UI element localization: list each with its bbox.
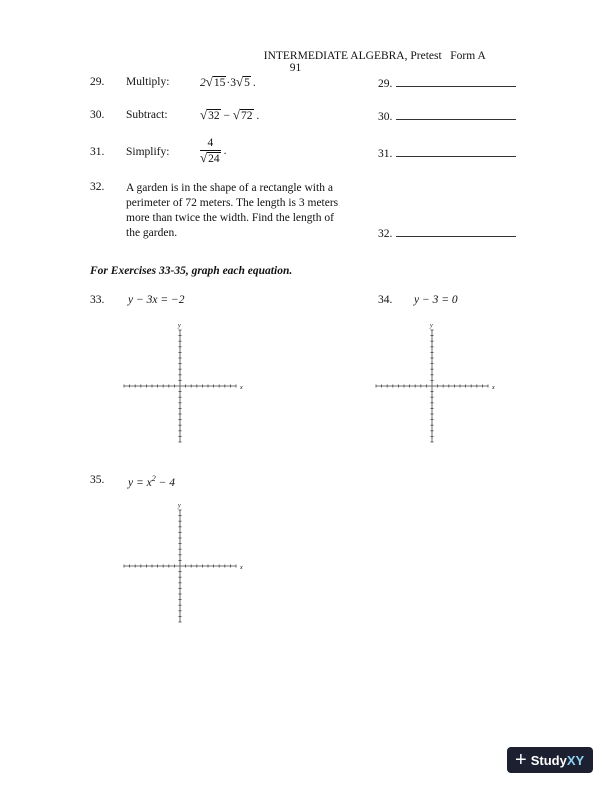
plus-icon: + <box>515 749 527 771</box>
graph-equation <box>128 474 175 489</box>
axes <box>376 323 495 442</box>
multiplier: ·3 <box>226 77 236 89</box>
radicand: 72 <box>241 110 253 122</box>
badge-xy-text: XY <box>566 752 585 768</box>
equation-base: y = x <box>128 476 152 489</box>
problem-label: Simplify: <box>126 146 170 158</box>
problem-expression <box>200 74 256 90</box>
answer-line[interactable] <box>396 226 516 237</box>
problem-number: 29. <box>90 76 105 88</box>
answer-line[interactable] <box>396 109 516 120</box>
coordinate-grid[interactable] <box>372 318 502 448</box>
x-axis-label: x <box>240 565 243 571</box>
problem-label: Subtract: <box>126 109 168 121</box>
equation-rest: − 4 <box>155 476 175 489</box>
studyxy-badge[interactable] <box>507 747 593 773</box>
answer-number: 32. <box>378 228 393 240</box>
graph-equation: y − 3x = −2 <box>128 294 185 306</box>
radicand: 5 <box>244 77 250 89</box>
axes <box>124 503 243 622</box>
answer-line[interactable] <box>396 76 516 87</box>
section-title: For Exercises 33-35, graph each equation. <box>90 265 293 277</box>
problem-number: 32. <box>90 181 105 193</box>
denominator: √24 <box>200 150 220 165</box>
answer-number: 29. <box>378 78 393 90</box>
graph-number: 35. <box>90 474 105 486</box>
equation-exponent: 2 <box>151 474 156 483</box>
radical-sign: √ <box>235 74 244 89</box>
problem-label: Multiply: <box>126 76 170 88</box>
badge-study-text: Study <box>530 752 567 768</box>
graph-equation: y − 3 = 0 <box>414 294 458 306</box>
coordinate-grid[interactable] <box>120 498 250 628</box>
y-axis-label: y <box>430 323 433 329</box>
header-title: INTERMEDIATE ALGEBRA, Pretest Form A <box>263 50 486 62</box>
punctuation: . <box>253 110 260 122</box>
problem-number: 31. <box>90 146 105 158</box>
punctuation: . <box>252 77 256 89</box>
page-header <box>258 38 486 74</box>
problem-expression <box>200 107 259 123</box>
graph-number: 34. <box>378 294 393 306</box>
problem-expression <box>200 136 227 166</box>
radical-sign: √ <box>232 107 241 122</box>
axes <box>124 323 243 442</box>
coordinate-grid[interactable] <box>120 318 250 448</box>
fraction <box>200 136 221 166</box>
y-axis-label: y <box>178 323 181 329</box>
answer-blank[interactable] <box>378 226 516 240</box>
radical-sign: √ <box>200 107 208 122</box>
answer-number: 31. <box>378 148 393 160</box>
coefficient: 2 <box>200 77 206 89</box>
problem-number: 30. <box>90 109 105 121</box>
answer-blank[interactable] <box>378 109 516 123</box>
answer-number: 30. <box>378 111 393 123</box>
x-axis-label: x <box>240 385 243 391</box>
numerator: 4 <box>200 136 221 151</box>
radicand: 32 <box>208 110 220 122</box>
x-axis-label: x <box>492 385 495 391</box>
radical-sign: √ <box>205 74 213 89</box>
operator: − <box>220 110 233 122</box>
answer-blank[interactable] <box>378 146 516 160</box>
problem-text: A garden is in the shape of a rectangle with a perimeter of 72 meters. The length is 3 meters more than twice the width. Find the length of the garden. <box>126 182 339 239</box>
punctuation: . <box>223 144 227 157</box>
y-axis-label: y <box>178 503 181 509</box>
radicand: 15 <box>213 77 226 89</box>
answer-blank[interactable] <box>378 76 516 90</box>
answer-line[interactable] <box>396 146 516 157</box>
page-number: 91 <box>289 62 302 74</box>
graph-number: 33. <box>90 294 105 306</box>
